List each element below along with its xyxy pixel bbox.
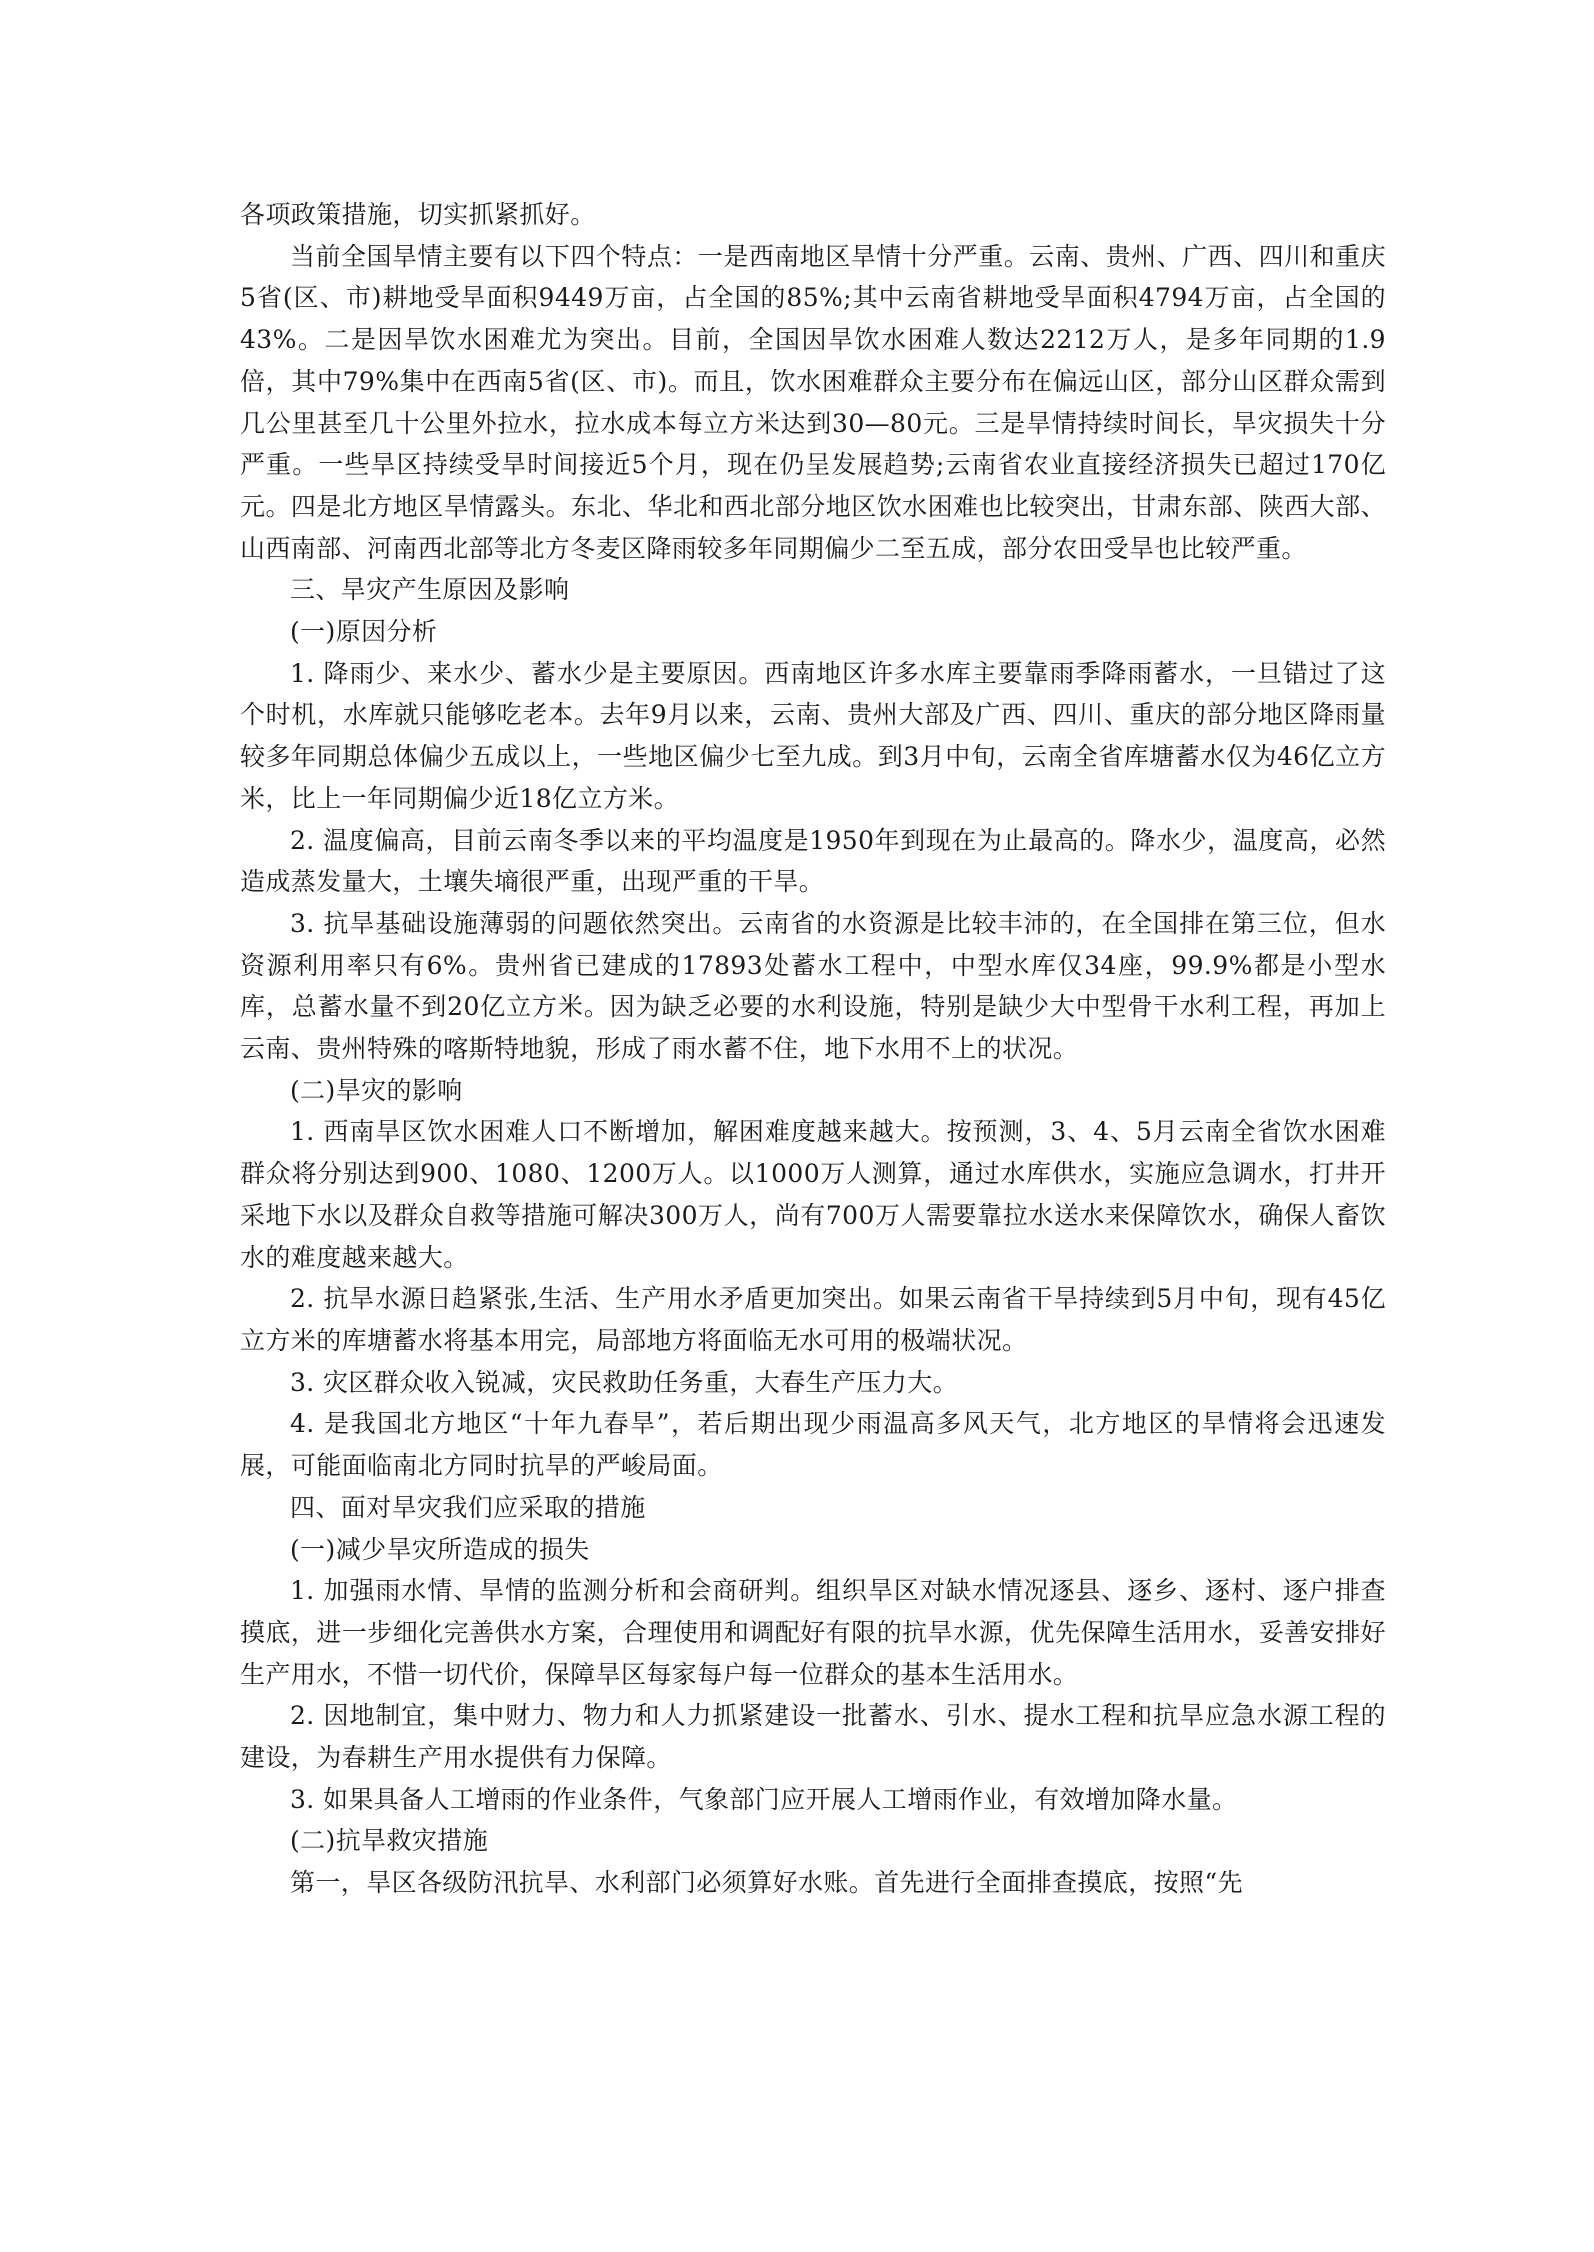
paragraph-cause-2: 2. 温度偏高，目前云南冬季以来的平均温度是1950年到现在为止最高的。降水少，温度高，必然造成蒸发量大，土壤失墒很严重，出现严重的干旱。 bbox=[240, 825, 1386, 897]
paragraph-drought-features: 当前全国旱情主要有以下四个特点：一是西南地区旱情十分严重。云南、贵州、广西、四川和重庆5省(区、市)耕地受旱面积9449万亩，占全国的85%;其中云南省耕地受旱面积4794万亩，占全国的43%。二是因旱饮水困难尤为突出。目前，全国因旱饮水困难人数达2212万人，是多年同期的1.9倍，其中79%集中在西南5省(区、市)。而且，饮水困难群众主要分布在偏远山区，部分山区群众需到几公里甚至几十公里外拉水，拉水成本每立方米达到30—80元。三是旱情持续时间长，旱灾损失十分严重。一些旱区持续受旱时间接近5个月，现在仍呈发展趋势;云南省农业直接经济损失已超过170亿元。四是北方地区旱情露头。东北、华北和西北部分地区饮水困难也比较突出，甘肃东部、陕西大部、山西南部、河南西北部等北方冬麦区降雨较多年同期偏少二至五成，部分农田受旱也比较严重。 bbox=[240, 241, 1386, 563]
paragraph-impact-2: 2. 抗旱水源日趋紧张,生活、生产用水矛盾更加突出。如果云南省干旱持续到5月中旬，现有45亿立方米的库塘蓄水将基本用完，局部地方将面临无水可用的极端状况。 bbox=[240, 1284, 1386, 1355]
paragraph-measure-1: 1. 加强雨水情、旱情的监测分析和会商研判。组织旱区对缺水情况逐县、逐乡、逐村、逐户排查摸底，进一步细化完善供水方案，合理使用和调配好有限的抗旱水源，优先保障生活用水，妥善安排好生产用水，不惜一切代价，保障旱区每家每户每一位群众的基本生活用水。 bbox=[240, 1576, 1386, 1689]
section-heading-measures: 四、面对旱灾我们应采取的措施 bbox=[290, 1492, 646, 1522]
document-page bbox=[240, 194, 1386, 1904]
subheading-impacts: (二)旱灾的影响 bbox=[290, 1075, 463, 1105]
paragraph-cause-1: 1. 降雨少、来水少、蓄水少是主要原因。西南地区许多水库主要靠雨季降雨蓄水，一旦错过了这个时机，水库就只能够吃老本。去年9月以来，云南、贵州大部及广西、四川、重庆的部分地区降雨量较多年同期总体偏少五成以上，一些地区偏少七至九成。到3月中旬，云南全省库塘蓄水仅为46亿立方米，比上一年同期偏少近18亿立方米。 bbox=[240, 658, 1386, 813]
paragraph-cause-3: 3. 抗旱基础设施薄弱的问题依然突出。云南省的水资源是比较丰沛的，在全国排在第三位，但水资源利用率只有6%。贵州省已建成的17893处蓄水工程中，中型水库仅34座，99.9%都是小型水库，总蓄水量不到20亿立方米。因为缺乏必要的水利设施，特别是缺少大中型骨干水利工程，再加上云南、贵州特殊的喀斯特地貌，形成了雨水蓄不住，地下水用不上的状况。 bbox=[240, 908, 1386, 1064]
subheading-relief-measures: (二)抗旱救灾措施 bbox=[290, 1826, 489, 1856]
paragraph-continuation: 各项政策措施，切实抓紧抓好。 bbox=[240, 200, 596, 229]
paragraph-relief-first: 第一，旱区各级防汛抗旱、水利部门必须算好水账。首先进行全面排查摸底，按照“先 bbox=[290, 1868, 1243, 1898]
subheading-reduce-losses: (一)减少旱灾所造成的损失 bbox=[290, 1534, 590, 1564]
paragraph-impact-4: 4. 是我国北方地区“十年九春旱”，若后期出现少雨温高多风天气，北方地区的旱情将会迅速发展，可能面临南北方同时抗旱的严峻局面。 bbox=[240, 1409, 1386, 1481]
subheading-cause-analysis: (一)原因分析 bbox=[290, 617, 438, 647]
paragraph-impact-3: 3. 灾区群众收入锐减，灾民救助任务重，大春生产压力大。 bbox=[290, 1367, 959, 1397]
paragraph-measure-3: 3. 如果具备人工增雨的作业条件，气象部门应开展人工增雨作业，有效增加降水量。 bbox=[290, 1784, 1238, 1814]
paragraph-measure-2: 2. 因地制宜，集中财力、物力和人力抓紧建设一批蓄水、引水、提水工程和抗旱应急水源工程的建设，为春耕生产用水提供有力保障。 bbox=[240, 1701, 1386, 1773]
section-heading-causes-impacts: 三、旱灾产生原因及影响 bbox=[290, 575, 570, 605]
paragraph-impact-1: 1. 西南旱区饮水困难人口不断增加，解困难度越来越大。按预测，3、4、5月云南全省饮水困难群众将分别达到900、1080、1200万人。以1000万人测算，通过水库供水，实施应急调水，打井开采地下水以及群众自救等措施可解决300万人，尚有700万人需要靠拉水送水来保障饮水，确保人畜饮水的难度越来越大。 bbox=[240, 1117, 1386, 1272]
